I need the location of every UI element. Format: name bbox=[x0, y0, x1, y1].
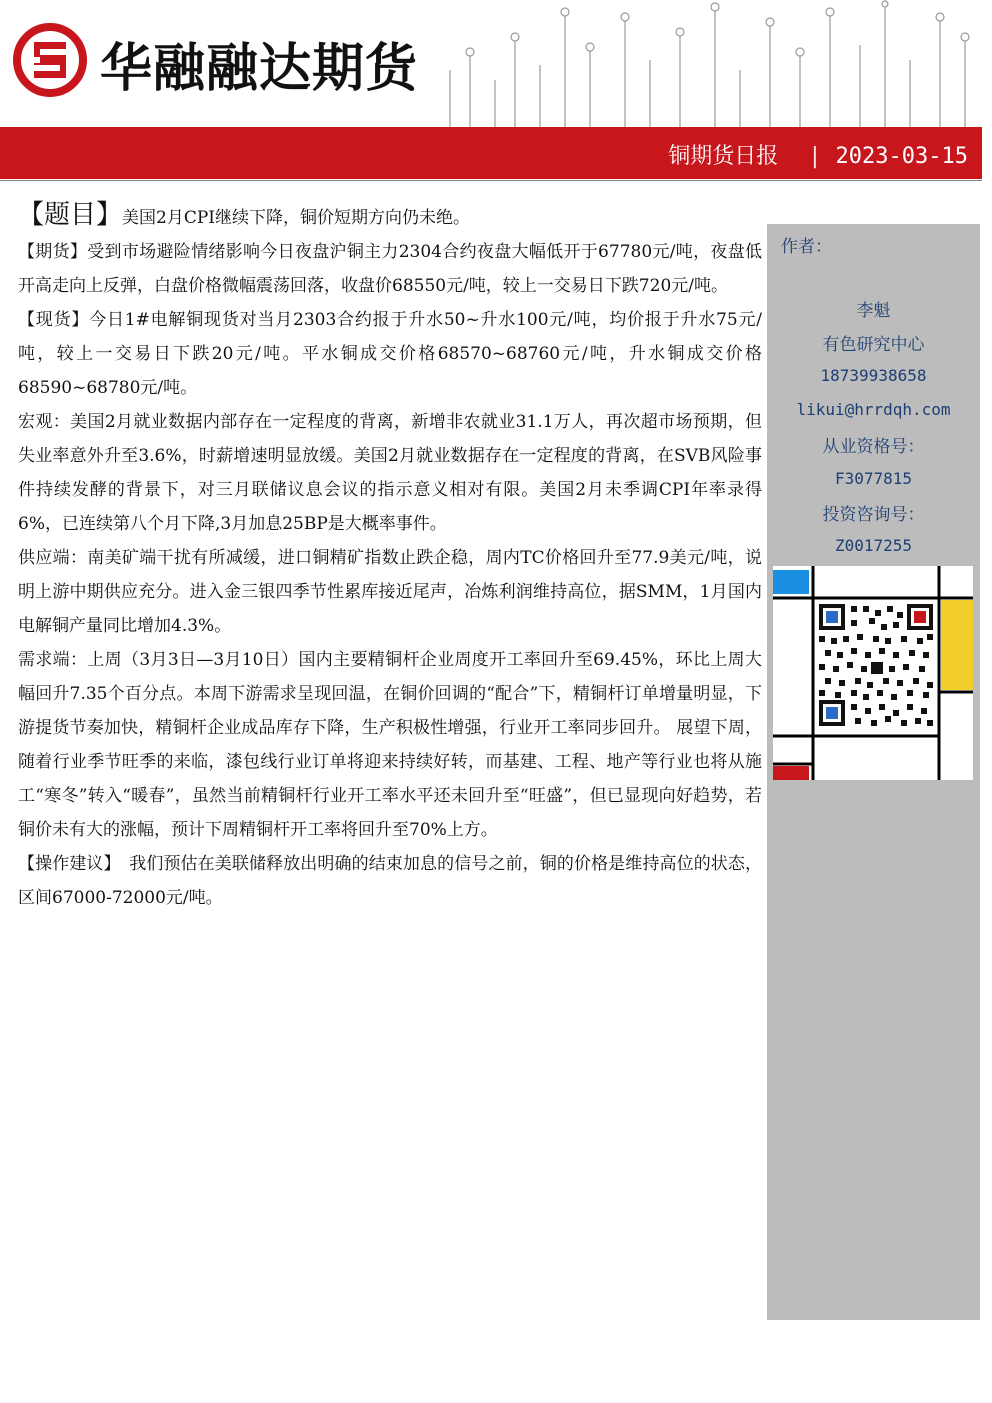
advice-tag: 【操作建议】 bbox=[18, 854, 113, 874]
title-separator: | bbox=[808, 144, 822, 169]
report-header bbox=[0, 0, 992, 182]
headline-tag: 【题目】 bbox=[18, 200, 123, 230]
author-phone: 18739938658 bbox=[820, 366, 927, 385]
author-name: 李魁 bbox=[856, 301, 891, 321]
company-name: 华融融达期货 bbox=[100, 39, 419, 99]
futures-text: 受到市场避险情绪影响今日夜盘沪铜主力2304合约夜盘大幅低开于67780元/吨，夜盘低开高走向上反弹，白盘价格微幅震荡回落，收盘价68550元/吨，较上一交易日下跌720元/吨。 bbox=[18, 242, 763, 296]
futures-paragraph bbox=[18, 235, 762, 303]
advice-text: 我们预估在美联储释放出明确的结束加息的信号之前，铜的价格是维持高位的状态，区间67000-72000元/吨。 bbox=[18, 854, 763, 908]
macro-paragraph: 宏观：美国2月就业数据内部存在一定程度的背离，新增非农就业31.1万人，再次超市场预期，但失业率意外升至3.6%，时薪增速明显放缓。美国2月就业数据存在一定程度的背离，在SVB风险事件持续发酵的背景下，对三月联储议息会议的指示意义相对有限。美国2月未季调CPI年率录得6%，已连续第八个月下降,3月加息25BP是大概率事件。 bbox=[18, 412, 762, 534]
report-date: 2023-03-15 bbox=[835, 144, 968, 169]
futures-tag: 【期货】 bbox=[18, 242, 88, 262]
consult-number: Z0017255 bbox=[834, 536, 913, 555]
license-label: 从业资格号： bbox=[822, 437, 925, 457]
demand-paragraph: 需求端：上周（3月3日—3月10日）国内主要精铜杆企业周度开工率回升至69.45%，环比上周大幅回升7.35个百分点。本周下游需求呈现回温，在铜价回调的“配合”下，精铜杆订单增量明显，下游提货节奏加快，精铜杆企业成品库存下降，生产积极性增强，行业开工率同步回升。 展望下周，随着行业季节旺季的来临，漆包线行业订单将迎来持续好转，而基建、工程、地产等行业也将从施工“寒冬”转入“暖春”，虽然当前精铜杆行业开工率水平还未回升至“旺盛”，但已显现向好趋势，若铜价未有大的涨幅，预计下周精铜杆开工率将回升至70%上方。 bbox=[18, 650, 762, 840]
author-department: 有色研究中心 bbox=[822, 335, 925, 355]
qr-code-icon bbox=[817, 602, 935, 728]
company-logo-icon bbox=[12, 22, 88, 98]
header-divider bbox=[0, 180, 982, 181]
report-title-bar bbox=[0, 127, 982, 179]
decorative-lines-graphic bbox=[440, 0, 975, 128]
report-name: 铜期货日报 bbox=[668, 144, 779, 169]
consult-label: 投资咨询号： bbox=[822, 505, 925, 525]
qr-code-panel bbox=[773, 566, 973, 780]
report-headline bbox=[18, 198, 762, 235]
spot-paragraph bbox=[18, 303, 762, 405]
report-body bbox=[18, 198, 762, 915]
license-number: F3077815 bbox=[834, 469, 913, 488]
author-email: likui@hrrdqh.com bbox=[796, 400, 951, 419]
advice-paragraph bbox=[18, 847, 762, 915]
spot-tag: 【现货】 bbox=[18, 310, 90, 330]
author-label: 作者： bbox=[781, 237, 832, 257]
supply-paragraph: 供应端：南美矿端干扰有所减缓，进口铜精矿指数止跌企稳，周内TC价格回升至77.9美元/吨，说明上游中期供应充分。进入金三银四季节性累库接近尾声，冶炼利润维持高位，据SMM，1月国内电解铜产量同比增加4.3%。 bbox=[18, 548, 762, 636]
headline-text: 美国2月CPI继续下降，铜价短期方向仍未绝。 bbox=[122, 208, 470, 228]
spot-text: 今日1#电解铜现货对当月2303合约报于升水50~升水100元/吨，均价报于升水75元/吨，较上一交易日下跌20元/吨。平水铜成交价格68570~68760元/吨，升水铜成交价格68590~68780元/吨。 bbox=[18, 310, 763, 398]
